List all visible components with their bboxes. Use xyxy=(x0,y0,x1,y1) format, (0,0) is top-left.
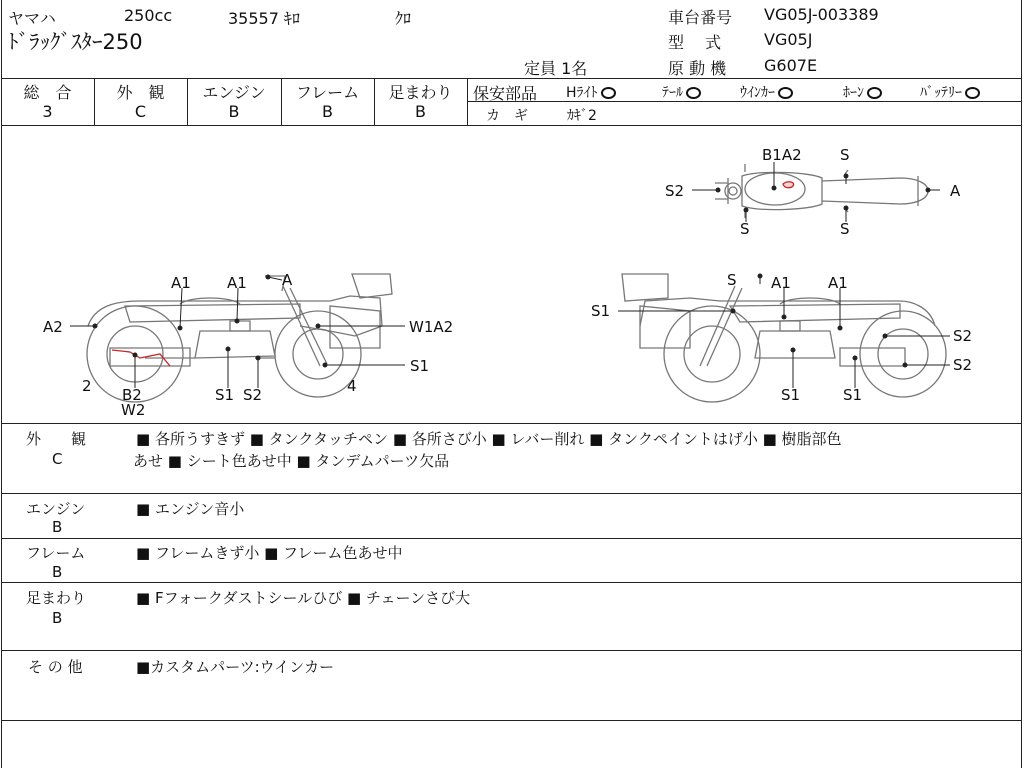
left-label-s1: S1 xyxy=(215,386,235,404)
safety-item-headlight: Hﾗｲﾄ xyxy=(566,82,616,102)
remark-engine-line1: ■ エンジン音小 xyxy=(136,500,245,518)
grade-overall-label: 総 合 xyxy=(23,83,72,102)
safety-item-tail: ﾃｰﾙ xyxy=(662,82,701,102)
right-label-s1-2: S1 xyxy=(843,386,863,404)
ok-circle-icon xyxy=(778,87,793,99)
left-label-s2: S2 xyxy=(243,386,263,404)
remark-exterior-line1: ■ 各所うすきず ■ タンクタッチペン ■ 各所さび小 ■ レバー削れ ■ タンクペイントはげ小 ■ 樹脂部色 xyxy=(136,430,842,448)
type-value: VG05J xyxy=(764,30,813,49)
left-label-b2: B2 xyxy=(122,386,142,404)
rule-diagram xyxy=(1,423,1021,424)
top-label-b1a2: B1A2 xyxy=(762,146,802,164)
grade-overall-value: 3 xyxy=(42,102,53,121)
remark-suspension-label: 足まわり xyxy=(26,589,87,607)
grade-engine-label: エンジン xyxy=(202,83,266,102)
left-label-a2: A2 xyxy=(43,318,63,336)
left-label-4: 4 xyxy=(347,377,357,395)
remark-frame-label: フレーム xyxy=(26,544,86,562)
remark-exterior-line2: あせ ■ シート色あせ中 ■ タンデムパーツ欠品 xyxy=(133,452,450,470)
grade-exterior-label: 外 観 xyxy=(116,83,165,102)
right-label-s1: S1 xyxy=(781,386,801,404)
right-label-s2: S2 xyxy=(953,327,973,345)
frame-no-label: 車台番号 xyxy=(668,8,733,27)
grade-frame-label: フレーム xyxy=(295,83,360,102)
grade-frame-value: B xyxy=(322,102,333,121)
rule-remark-5 xyxy=(1,720,1021,721)
remark-exterior-label: 外 観 xyxy=(26,430,87,448)
remark-engine-label: エンジン xyxy=(26,500,86,518)
ok-circle-icon xyxy=(867,87,882,99)
remark-suspension-line1: ■ Fフォークダストシールひび ■ チェーンさび大 xyxy=(136,589,471,607)
left-label-a1-2: A1 xyxy=(227,274,247,292)
grade-suspension-value: B xyxy=(415,102,426,121)
ok-circle-icon xyxy=(965,87,980,99)
mileage: 35557 ｷﾛ xyxy=(228,9,300,28)
top-label-s-bottom-right: S xyxy=(840,220,850,238)
maker: ヤマハ xyxy=(8,9,56,28)
left-label-a: A xyxy=(282,271,293,289)
right-label-s: S xyxy=(727,271,737,289)
left-label-a1: A1 xyxy=(171,274,191,292)
damage-diagram xyxy=(0,126,1022,422)
top-label-s-bottom-left: S xyxy=(740,220,750,238)
left-label-w1a2: W1A2 xyxy=(409,318,454,336)
rule-remark-2 xyxy=(1,538,1021,539)
top-label-s: S xyxy=(840,146,850,164)
left-label-w2: W2 xyxy=(121,401,146,419)
key-label: カ ギ xyxy=(486,108,528,124)
top-label-a: A xyxy=(950,182,961,200)
right-label-s2-2: S2 xyxy=(953,356,973,374)
safety-item-horn: ﾎｰﾝ xyxy=(843,82,882,102)
left-label-s1-right: S1 xyxy=(410,357,430,375)
grade-exterior-value: C xyxy=(134,102,147,121)
safety-item-winker: ｳｲﾝｶｰ xyxy=(740,82,793,102)
rule-header xyxy=(1,78,1021,79)
top-label-s2: S2 xyxy=(665,182,685,200)
engine-value: G607E xyxy=(764,56,818,75)
ok-circle-icon xyxy=(686,87,701,99)
displacement: 250cc xyxy=(124,6,173,25)
remark-frame-line1: ■ フレームきず小 ■ フレーム色あせ中 xyxy=(136,544,403,562)
model-name: ﾄﾞﾗｯｸﾞｽﾀｰ250 xyxy=(8,30,143,54)
remark-engine-grade: B xyxy=(52,518,63,536)
right-label-a1-2: A1 xyxy=(828,274,848,292)
grade-engine-value: B xyxy=(228,102,240,121)
rule-remark-3 xyxy=(1,582,1021,583)
safety-item-battery: ﾊﾞｯﾃﾘｰ xyxy=(920,82,980,102)
type-label: 型 式 xyxy=(668,33,722,52)
capacity: 定員 1名 xyxy=(524,59,588,78)
ok-circle-icon xyxy=(601,87,616,99)
remark-other-label: そ の 他 xyxy=(28,658,83,676)
safety-label: 保安部品 xyxy=(473,84,538,103)
remark-exterior-grade: C xyxy=(52,450,63,468)
color: ｸﾛ xyxy=(395,9,412,28)
rule-remark-1 xyxy=(1,493,1021,494)
left-label-2: 2 xyxy=(82,377,92,395)
remark-suspension-grade: B xyxy=(52,609,63,627)
rule-remark-4 xyxy=(1,650,1021,651)
remark-other-line1: ■カスタムパーツ:ウインカー xyxy=(136,658,335,676)
frame-no: VG05J-003389 xyxy=(764,5,879,24)
engine-label: 原 動 機 xyxy=(668,59,727,78)
key-value: ｶｷﾞ2 xyxy=(567,108,597,124)
right-label-a1: A1 xyxy=(771,274,791,292)
grade-suspension-label: 足まわり xyxy=(388,83,453,102)
remark-frame-grade: B xyxy=(52,563,63,581)
right-label-s1-left: S1 xyxy=(591,302,611,320)
